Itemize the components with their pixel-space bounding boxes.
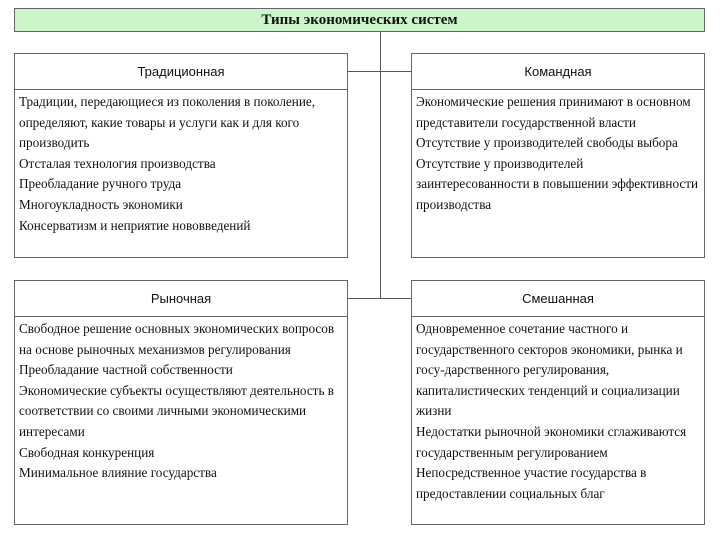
- connector-traditional: [347, 71, 380, 72]
- connector-market: [347, 298, 380, 299]
- list-item: Непосредственное участие государства в предоставлении социальных благ: [416, 465, 647, 501]
- connector-command: [380, 71, 412, 72]
- list-item: Минимальное влияние государства: [19, 465, 217, 481]
- list-item: Преобладание частной собственности: [19, 362, 233, 378]
- list-item: Одновременное сочетание частного и государственного секторов экономики, рынка и госу-дарственного регулирования, капиталистических тенденций и социализации жизни: [416, 321, 683, 419]
- list-item: Традиции, передающиеся из поколения в поколение, определяют, какие товары и услуги как и для кого производить: [19, 94, 316, 151]
- diagram-title: Типы экономических систем: [14, 8, 705, 32]
- connector-mixed: [380, 298, 412, 299]
- header-traditional: Традиционная: [14, 53, 348, 90]
- box-command: [411, 90, 705, 258]
- list-item: Многоукладность экономики: [19, 196, 183, 212]
- list-item: Отсталая технология производства: [19, 155, 216, 171]
- list-item: Преобладание ручного труда: [19, 176, 182, 192]
- list-item: Консерватизм и неприятие нововведений: [19, 217, 251, 233]
- list-item: Экономические решения принимают в основном представители государственной власти: [416, 94, 691, 130]
- list-item: Отсутствие у производителей свободы выбора: [416, 135, 678, 151]
- list-item: Свободная конкуренция: [19, 444, 155, 460]
- list-item: Отсутствие у производителей заинтересованности в повышении эффективности производства: [416, 155, 699, 212]
- box-traditional: [14, 90, 348, 258]
- header-mixed: Смешанная: [411, 280, 705, 317]
- header-command: Командная: [411, 53, 705, 90]
- header-market: Рыночная: [14, 280, 348, 317]
- list-item: Свободное решение основных экономических вопросов на основе рыночных механизмов регулирования: [19, 321, 335, 357]
- box-market: [14, 317, 348, 525]
- box-mixed: [411, 317, 705, 525]
- list-item: Недостатки рыночной экономики сглаживаются государственным регулированием: [416, 423, 687, 460]
- list-item: Экономические субъекты осуществляют деятельность в соответствии со своими личными экономическими интересами: [19, 382, 334, 439]
